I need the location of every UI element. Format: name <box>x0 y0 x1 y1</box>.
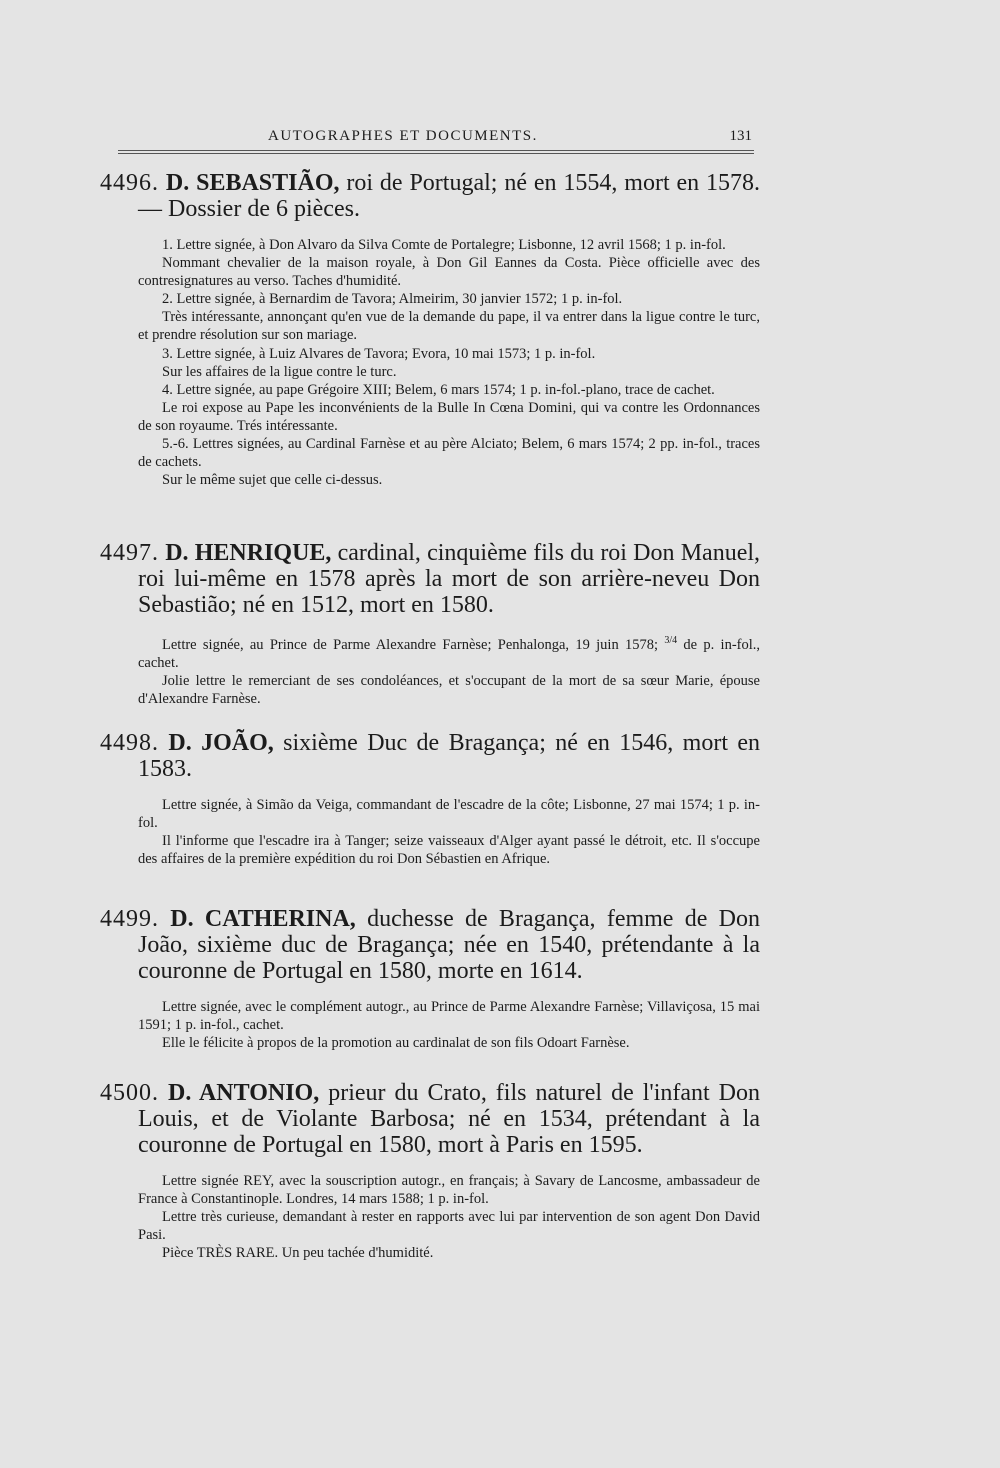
lot-number: 4497. <box>100 540 159 566</box>
description-paragraph: Lettre signée, à Simão da Veiga, commandant de l'escadre de la côte; Lisbonne, 27 mai 1574; 1 p. in-fol. <box>138 797 760 832</box>
description-paragraph: Nommant chevalier de la maison royale, à Don Gil Eannes da Costa. Pièce officielle avec des contresignatures au verso. Taches d'humidité. <box>138 255 760 290</box>
description-paragraph: 4. Lettre signée, au pape Grégoire XIII; Belem, 6 mars 1574; 1 p. in-fol.-plano, trace de cachet. <box>162 381 715 398</box>
description-paragraph: Il l'informe que l'escadre ira à Tanger; seize vaisseaux d'Alger ayant passé le détroit, etc. Il s'occupe des affaires de la première expédition du roi Don Sébastien en Afrique. <box>138 833 760 868</box>
description-paragraph: Sur le même sujet que celle ci-dessus. <box>162 472 383 489</box>
entry-heading <box>100 540 760 618</box>
entry-heading <box>100 730 760 782</box>
lot-number: 4499. <box>100 906 159 932</box>
description-paragraph: Elle le félicite à propos de la promotion au cardinalat de son fils Odoart Farnèse. <box>162 1035 630 1052</box>
description-paragraph: 5.-6. Lettres signées, au Cardinal Farnèse et au père Alciato; Belem, 6 mars 1574; 2 pp. in-fol., traces de cachets. <box>138 436 760 471</box>
lot-number: 4496. <box>100 170 159 196</box>
description-paragraph: Lettre très curieuse, demandant à rester en rapports avec lui par intervention de son agent Don David Pasi. <box>138 1209 760 1244</box>
entry-description <box>100 796 760 868</box>
description-paragraph: Jolie lettre le remerciant de ses condoléances, et s'occupant de la mort de sa sœur Marie, épouse d'Alexandre Farnèse. <box>138 673 760 708</box>
lot-entry-4497 <box>100 540 760 708</box>
description-paragraph: Le roi expose au Pape les inconvénients de la Bulle In Cœna Domini, qui va contre les Ordonnances de son royaume. Trés intéressante. <box>138 399 760 434</box>
description-paragraph: Pièce TRÈS RARE. Un peu tachée d'humidité. <box>162 1245 434 1262</box>
description-paragraph: Lettre signée REY, avec la souscription autogr., en français; à Savary de Lancosme, ambassadeur de France à Constantinople. Londres, 14 mars 1588; 1 p. in-fol. <box>138 1173 760 1208</box>
description-paragraph: Très intéressante, annonçant qu'en vue de la demande du pape, il va entrer dans la ligue contre le turc, et prendre résolution sur son mariage. <box>138 309 760 344</box>
description-paragraph: Sur les affaires de la ligue contre le turc. <box>162 363 397 380</box>
lot-title: prieur du Crato, fils naturel de l'infant Don Louis, et de Violante Barbosa; né en 1534, prétendant à la couronne de Portugal en 1580, mort à Paris en 1595. <box>138 1080 760 1158</box>
description-text: de p. in-fol., cachet. <box>138 636 761 671</box>
description-paragraph: 3. Lettre signée, à Luiz Alvares de Tavora; Evora, 10 mai 1573; 1 p. in-fol. <box>162 345 596 362</box>
lot-name: D. JOÃO, <box>168 730 274 756</box>
lot-title: roi de Portugal; né en 1554, mort en 1578. — Dossier de 6 pièces. <box>138 170 761 222</box>
lot-entry-4499 <box>100 906 760 1052</box>
entry-heading <box>100 170 760 222</box>
entry-description <box>100 998 760 1052</box>
lot-name: D. SEBASTIÃO, <box>165 170 340 196</box>
lot-name: D. CATHERINA, <box>170 906 356 932</box>
lot-title: cardinal, cinquième fils du roi Don Manuel, roi lui-même en 1578 après la mort de son arrière-neveu Don Sebastião; né en 1512, mort en 1580. <box>138 540 761 618</box>
description-paragraph: Lettre signée, avec le complément autogr., au Prince de Parme Alexandre Farnèse; Villaviçosa, 15 mai 1591; 1 p. in-fol., cachet. <box>138 999 760 1034</box>
entry-description <box>100 236 760 489</box>
lot-number: 4498. <box>100 730 159 756</box>
lot-number: 4500. <box>100 1080 159 1106</box>
entry-description <box>100 1172 760 1262</box>
running-head <box>118 128 754 154</box>
lot-entry-4496 <box>100 170 760 489</box>
description-paragraph: 1. Lettre signée, à Don Alvaro da Silva Comte de Portalegre; Lisbonne, 12 avril 1568; 1 p. in-fol. <box>162 237 726 253</box>
running-title: AUTOGRAPHES ET DOCUMENTS. <box>268 128 538 144</box>
lot-name: D. ANTONIO, <box>167 1080 320 1106</box>
lot-title: sixième Duc de Bragança; né en 1546, mort en 1583. <box>138 730 761 782</box>
lot-title: duchesse de Bragança, femme de Don João, sixième duc de Bragança; née en 1540, prétendante à la couronne de Portugal en 1580, morte en 1614. <box>138 906 760 984</box>
description-text: Lettre signée, au Prince de Parme Alexandre Farnèse; Penhalonga, 19 juin 1578; <box>162 636 659 653</box>
page-number: 131 <box>729 128 752 144</box>
header-rule-double <box>118 153 754 154</box>
entry-description <box>100 632 760 708</box>
header-rule <box>118 150 754 151</box>
entry-heading <box>100 1080 760 1158</box>
lot-entry-4500 <box>100 1080 760 1262</box>
description-paragraph: 2. Lettre signée, à Bernardim de Tavora; Almeirim, 30 janvier 1572; 1 p. in-fol. <box>162 291 623 308</box>
fraction: 3/4 <box>664 635 678 646</box>
entry-heading <box>100 906 760 984</box>
lot-name: D. HENRIQUE, <box>165 540 332 566</box>
description-paragraph <box>138 632 760 672</box>
lot-entry-4498 <box>100 730 760 868</box>
